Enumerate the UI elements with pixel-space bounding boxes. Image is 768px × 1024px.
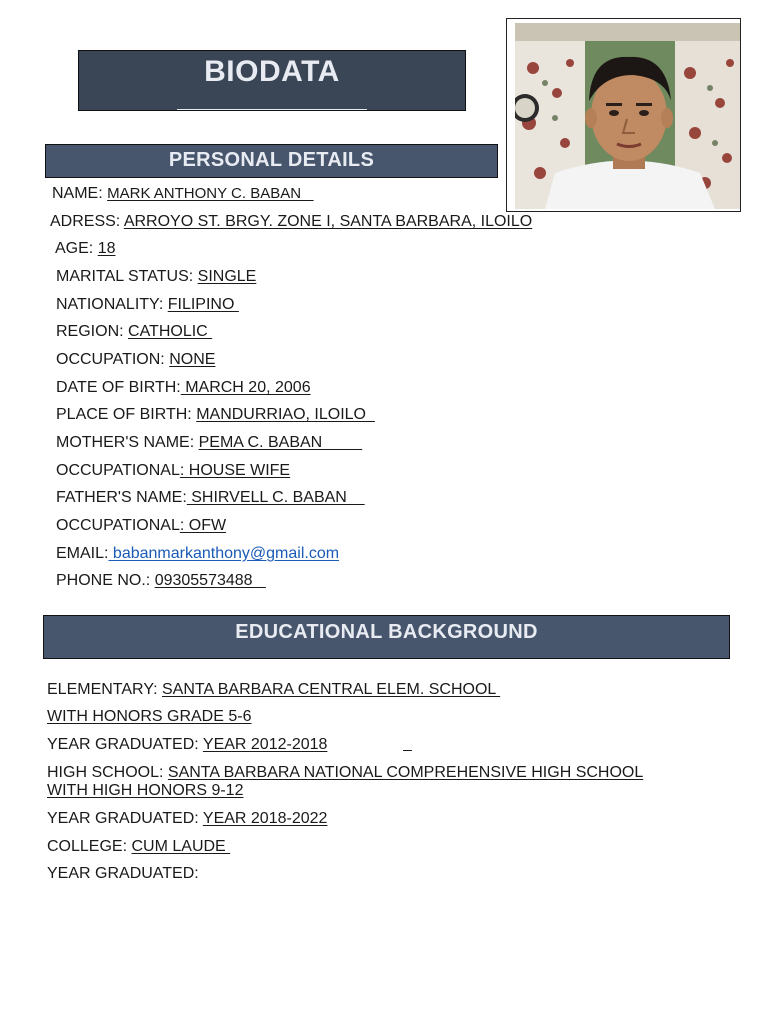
field-address [50, 213, 532, 231]
field-value: : HOUSE WIFE [179, 462, 291, 479]
field-value: SINGLE [197, 268, 257, 285]
field-value: 09305573488 [154, 572, 266, 589]
field-label: ADRESS: [50, 213, 124, 230]
field-label: FATHER'S NAME: [56, 489, 187, 506]
field-label: OCCUPATIONAL [56, 462, 180, 479]
educational-background-header [43, 615, 730, 659]
field-value: MARCH 20, 2006 [180, 379, 311, 396]
field-high-school-year [47, 810, 327, 828]
field-value: 18 [97, 240, 116, 257]
field-value: WITH HIGH HONORS 9-12 [47, 782, 244, 799]
field-label: DATE OF BIRTH: [56, 379, 181, 396]
field-value: SANTA BARBARA CENTRAL ELEM. SCHOOL [162, 681, 501, 698]
profile-photo [515, 23, 740, 209]
field-label: MARITAL STATUS: [56, 268, 198, 285]
field-label: OCCUPATION: [56, 351, 170, 368]
field-value: FILIPINO [167, 296, 239, 313]
field-elementary-year [47, 736, 412, 754]
field-label: REGION: [56, 323, 129, 340]
field-age [55, 240, 115, 258]
biodata-title-box [78, 50, 466, 111]
profile-photo-frame [506, 18, 741, 212]
field-occupation [56, 351, 215, 369]
field-label: COLLEGE: [47, 838, 132, 855]
field-elementary-honors [47, 708, 251, 726]
field-phone [56, 572, 266, 590]
field-label: NAME: [52, 185, 108, 202]
field-mother-occupation [56, 462, 290, 480]
field-value: SHIRVELL C. BABAN [186, 489, 365, 506]
field-label: YEAR GRADUATED: [47, 865, 199, 882]
field-label: PLACE OF BIRTH: [56, 406, 197, 423]
underline-blank [403, 736, 412, 753]
field-value: YEAR 2018-2022 [202, 810, 328, 827]
field-value: WITH HONORS GRADE 5-6 [47, 708, 252, 725]
field-nationality [56, 296, 239, 314]
field-label: AGE: [55, 240, 98, 257]
field-value: CATHOLIC [128, 323, 213, 340]
field-high-school-honors [47, 782, 243, 800]
field-label: MOTHER'S NAME: [56, 434, 199, 451]
field-value: ARROYO ST. BRGY. ZONE I, SANTA BARBARA, ILOILO [123, 213, 533, 230]
field-date-of-birth [56, 379, 311, 397]
field-value: MANDURRIAO, ILOILO [196, 406, 375, 423]
field-value: NONE [169, 351, 216, 368]
field-region [56, 323, 212, 341]
field-label: HIGH SCHOOL: [47, 764, 168, 781]
field-value: CUM LAUDE [131, 838, 231, 855]
field-value: SANTA BARBARA NATIONAL COMPREHENSIVE HIGH SCHOOL [167, 764, 644, 781]
field-marital-status [56, 268, 256, 286]
field-father-occupation [56, 517, 226, 535]
field-value: PEMA C. BABAN [198, 434, 363, 451]
field-label: PHONE NO.: [56, 572, 155, 589]
field-mothers-name [56, 434, 362, 452]
field-name [52, 185, 314, 203]
field-fathers-name [56, 489, 365, 507]
field-label: NATIONALITY: [56, 296, 168, 313]
field-label: YEAR GRADUATED: [47, 736, 203, 753]
field-value: MARK ANTHONY C. BABAN [107, 185, 314, 202]
field-email [56, 545, 339, 563]
personal-details-header [45, 144, 498, 178]
field-elementary [47, 681, 500, 699]
field-value: : OFW [179, 517, 227, 534]
field-college [47, 838, 230, 856]
field-label: ELEMENTARY: [47, 681, 162, 698]
title-underline [177, 109, 367, 110]
field-place-of-birth [56, 406, 375, 424]
field-college-year [47, 865, 199, 883]
field-label: EMAIL: [56, 545, 109, 562]
page-title: BIODATA [204, 55, 340, 88]
personal-details-title: PERSONAL DETAILS [168, 149, 375, 171]
field-value: YEAR 2012-2018 [202, 736, 328, 753]
field-label: OCCUPATIONAL [56, 517, 180, 534]
field-high-school [47, 764, 643, 782]
educational-background-title: EDUCATIONAL BACKGROUND [235, 621, 538, 643]
field-label: YEAR GRADUATED: [47, 810, 203, 827]
email-link[interactable]: babanmarkanthony@gmail.com [108, 545, 340, 562]
